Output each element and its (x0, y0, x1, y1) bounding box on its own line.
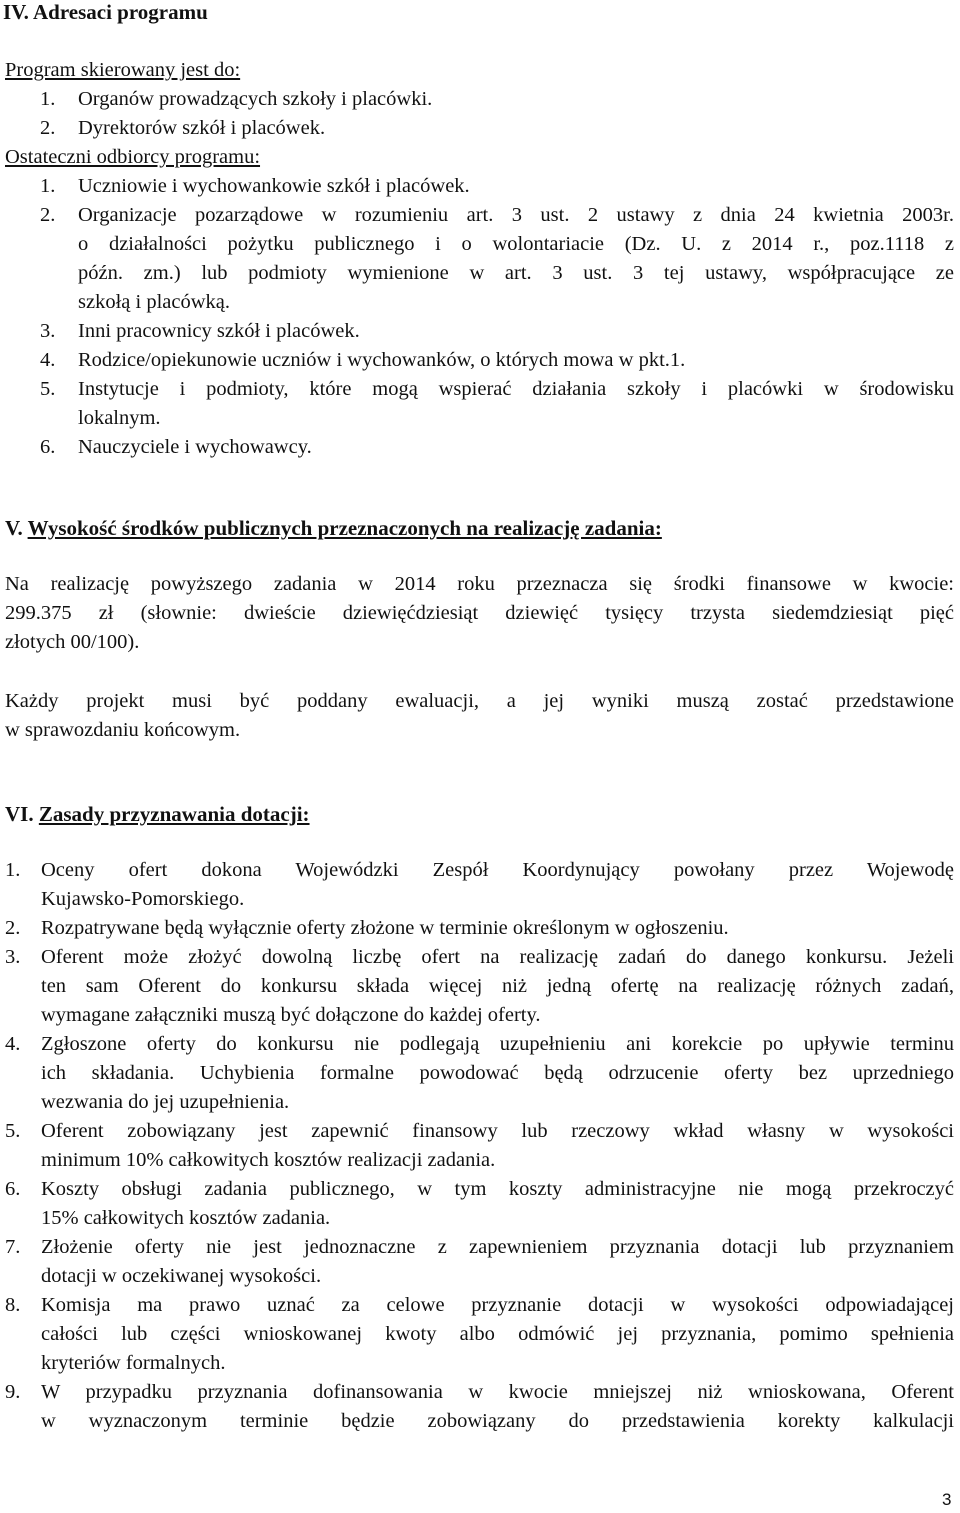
list-item-number: 1. (40, 88, 56, 110)
list-item-line: Oferent zobowiązany jest zapewnić finansowy lub rzeczowy wkład własny w wysokości (41, 1120, 954, 1142)
section-v-heading (5, 516, 662, 541)
list-item-line: 15% całkowitych kosztów zadania. (41, 1207, 331, 1229)
list-item-line: Kujawsko-Pomorskiego. (41, 888, 245, 910)
list-item-line: Rozpatrywane będą wyłącznie oferty złożone w terminie określonym w ogłoszeniu. (41, 917, 729, 939)
list-item-line: Instytucje i podmioty, które mogą wspierać działania szkoły i placówki w środowisku (78, 378, 954, 400)
list-item-number: 7. (5, 1236, 21, 1258)
list-item-number: 4. (5, 1033, 21, 1055)
paragraph-line: Każdy projekt musi być poddany ewaluacji, a jej wyniki muszą zostać przedstawione (5, 690, 954, 712)
list-item-line: wezwania do jej uzupełnienia. (41, 1091, 290, 1113)
list-item: Nauczyciele i wychowawcy. (78, 436, 312, 458)
list-item: Rodzice/opiekunowie uczniów i wychowanków, o których mowa w pkt.1. (78, 349, 686, 371)
list-item-line: w wyznaczonym terminie będzie zobowiązany do przedstawienia korekty kalkulacji (41, 1410, 954, 1432)
paragraph-line: 299.375 zł (słownie: dwieście dziewięćdziesiąt dziewięć tysięcy trzysta siedemdziesiąt pięć (5, 602, 954, 624)
section-v-title: Wysokość środków publicznych przeznaczonych na realizację zadania: (27, 516, 662, 540)
list-item-number: 3. (40, 320, 56, 342)
list-item: Uczniowie i wychowankowie szkół i placówek. (78, 175, 470, 197)
list-item-number: 9. (5, 1381, 21, 1403)
list-item: Dyrektorów szkół i placówek. (78, 117, 326, 139)
list-item: Inni pracownicy szkół i placówek. (78, 320, 360, 342)
list-item: Organów prowadzących szkoły i placówki. (78, 88, 433, 110)
list-item-number: 2. (40, 204, 56, 226)
section-vi-title: Zasady przyznawania dotacji: (38, 802, 310, 826)
list-item-line: późn. zm.) lub podmioty wymienione w art. 3 ust. 3 tej ustawy, współpracujące ze (78, 262, 954, 284)
list-item-number: 2. (40, 117, 56, 139)
paragraph-line: w sprawozdaniu końcowym. (5, 719, 241, 741)
list-item-line: Komisja ma prawo uznać za celowe przyznanie dotacji w wysokości odpowiadającej (41, 1294, 954, 1316)
list-item-number: 1. (40, 175, 56, 197)
list-item-number: 5. (5, 1120, 21, 1142)
section-vi-heading (5, 802, 310, 827)
list-item-number: 5. (40, 378, 56, 400)
list-item-line: Oferent może złożyć dowolną liczbę ofert na realizację zadań do danego konkursu. Jeżeli (41, 946, 954, 968)
list-item-line: lokalnym. (78, 407, 161, 429)
list-item-line: Złożenie oferty nie jest jednoznaczne z zapewnieniem przyznania dotacji lub przyznaniem (41, 1236, 954, 1258)
list-item-line: Oceny ofert dokona Wojewódzki Zespół Koordynujący powołany przez Wojewodę (41, 859, 954, 881)
list-item-line: minimum 10% całkowitych kosztów realizacji zadania. (41, 1149, 496, 1171)
list-item-line: ten sam Oferent do konkursu składa więcej niż jedną ofertę na realizację różnych zadań, (41, 975, 954, 997)
directed-label: Program skierowany jest do: (5, 59, 241, 81)
list-item-number: 4. (40, 349, 56, 371)
list-item-line: Koszty obsługi zadania publicznego, w tym koszty administracyjne nie mogą przekroczyć (41, 1178, 954, 1200)
list-item-number: 3. (5, 946, 21, 968)
section-v-number: V. (5, 516, 23, 540)
section-iv-heading: IV. Adresaci programu (3, 0, 208, 24)
list-item-line: ich składania. Uchybienia formalne powodować będą odrzucenie oferty bez uprzedniego (41, 1062, 954, 1084)
page-number: 3 (942, 1490, 952, 1509)
list-item-line: o działalności pożytku publicznego i o wolontariacie (Dz. U. z 2014 r., poz.1118 z (78, 233, 954, 255)
paragraph-line: złotych 00/100). (5, 631, 140, 653)
list-item-line: kryteriów formalnych. (41, 1352, 226, 1374)
list-item-number: 8. (5, 1294, 21, 1316)
list-item-line: całości lub części wnioskowanej kwoty albo odmówić jej przyznania, pomimo spełnienia (41, 1323, 954, 1345)
paragraph-line: Na realizację powyższego zadania w 2014 roku przeznacza się środki finansowe w kwocie: (5, 573, 954, 595)
list-item-line: Organizacje pozarządowe w rozumieniu art. 3 ust. 2 ustawy z dnia 24 kwietnia 2003r. (78, 204, 954, 226)
list-item-line: szkołą i placówką. (78, 291, 230, 313)
list-item-number: 2. (5, 917, 21, 939)
list-item-number: 1. (5, 859, 21, 881)
list-item-line: wymagane załączniki muszą być dołączone do każdej oferty. (41, 1004, 541, 1026)
final-recipients-label: Ostateczni odbiorcy programu: (5, 146, 261, 168)
list-item-line: Zgłoszone oferty do konkursu nie podlegają uzupełnieniu ani korekcie po upływie terminu (41, 1033, 954, 1055)
list-item-line: W przypadku przyznania dofinansowania w kwocie mniejszej niż wnioskowana, Oferent (41, 1381, 954, 1403)
list-item-line: dotacji w oczekiwanej wysokości. (41, 1265, 322, 1287)
list-item-number: 6. (5, 1178, 21, 1200)
list-item-number: 6. (40, 436, 56, 458)
section-vi-number: VI. (5, 802, 34, 826)
